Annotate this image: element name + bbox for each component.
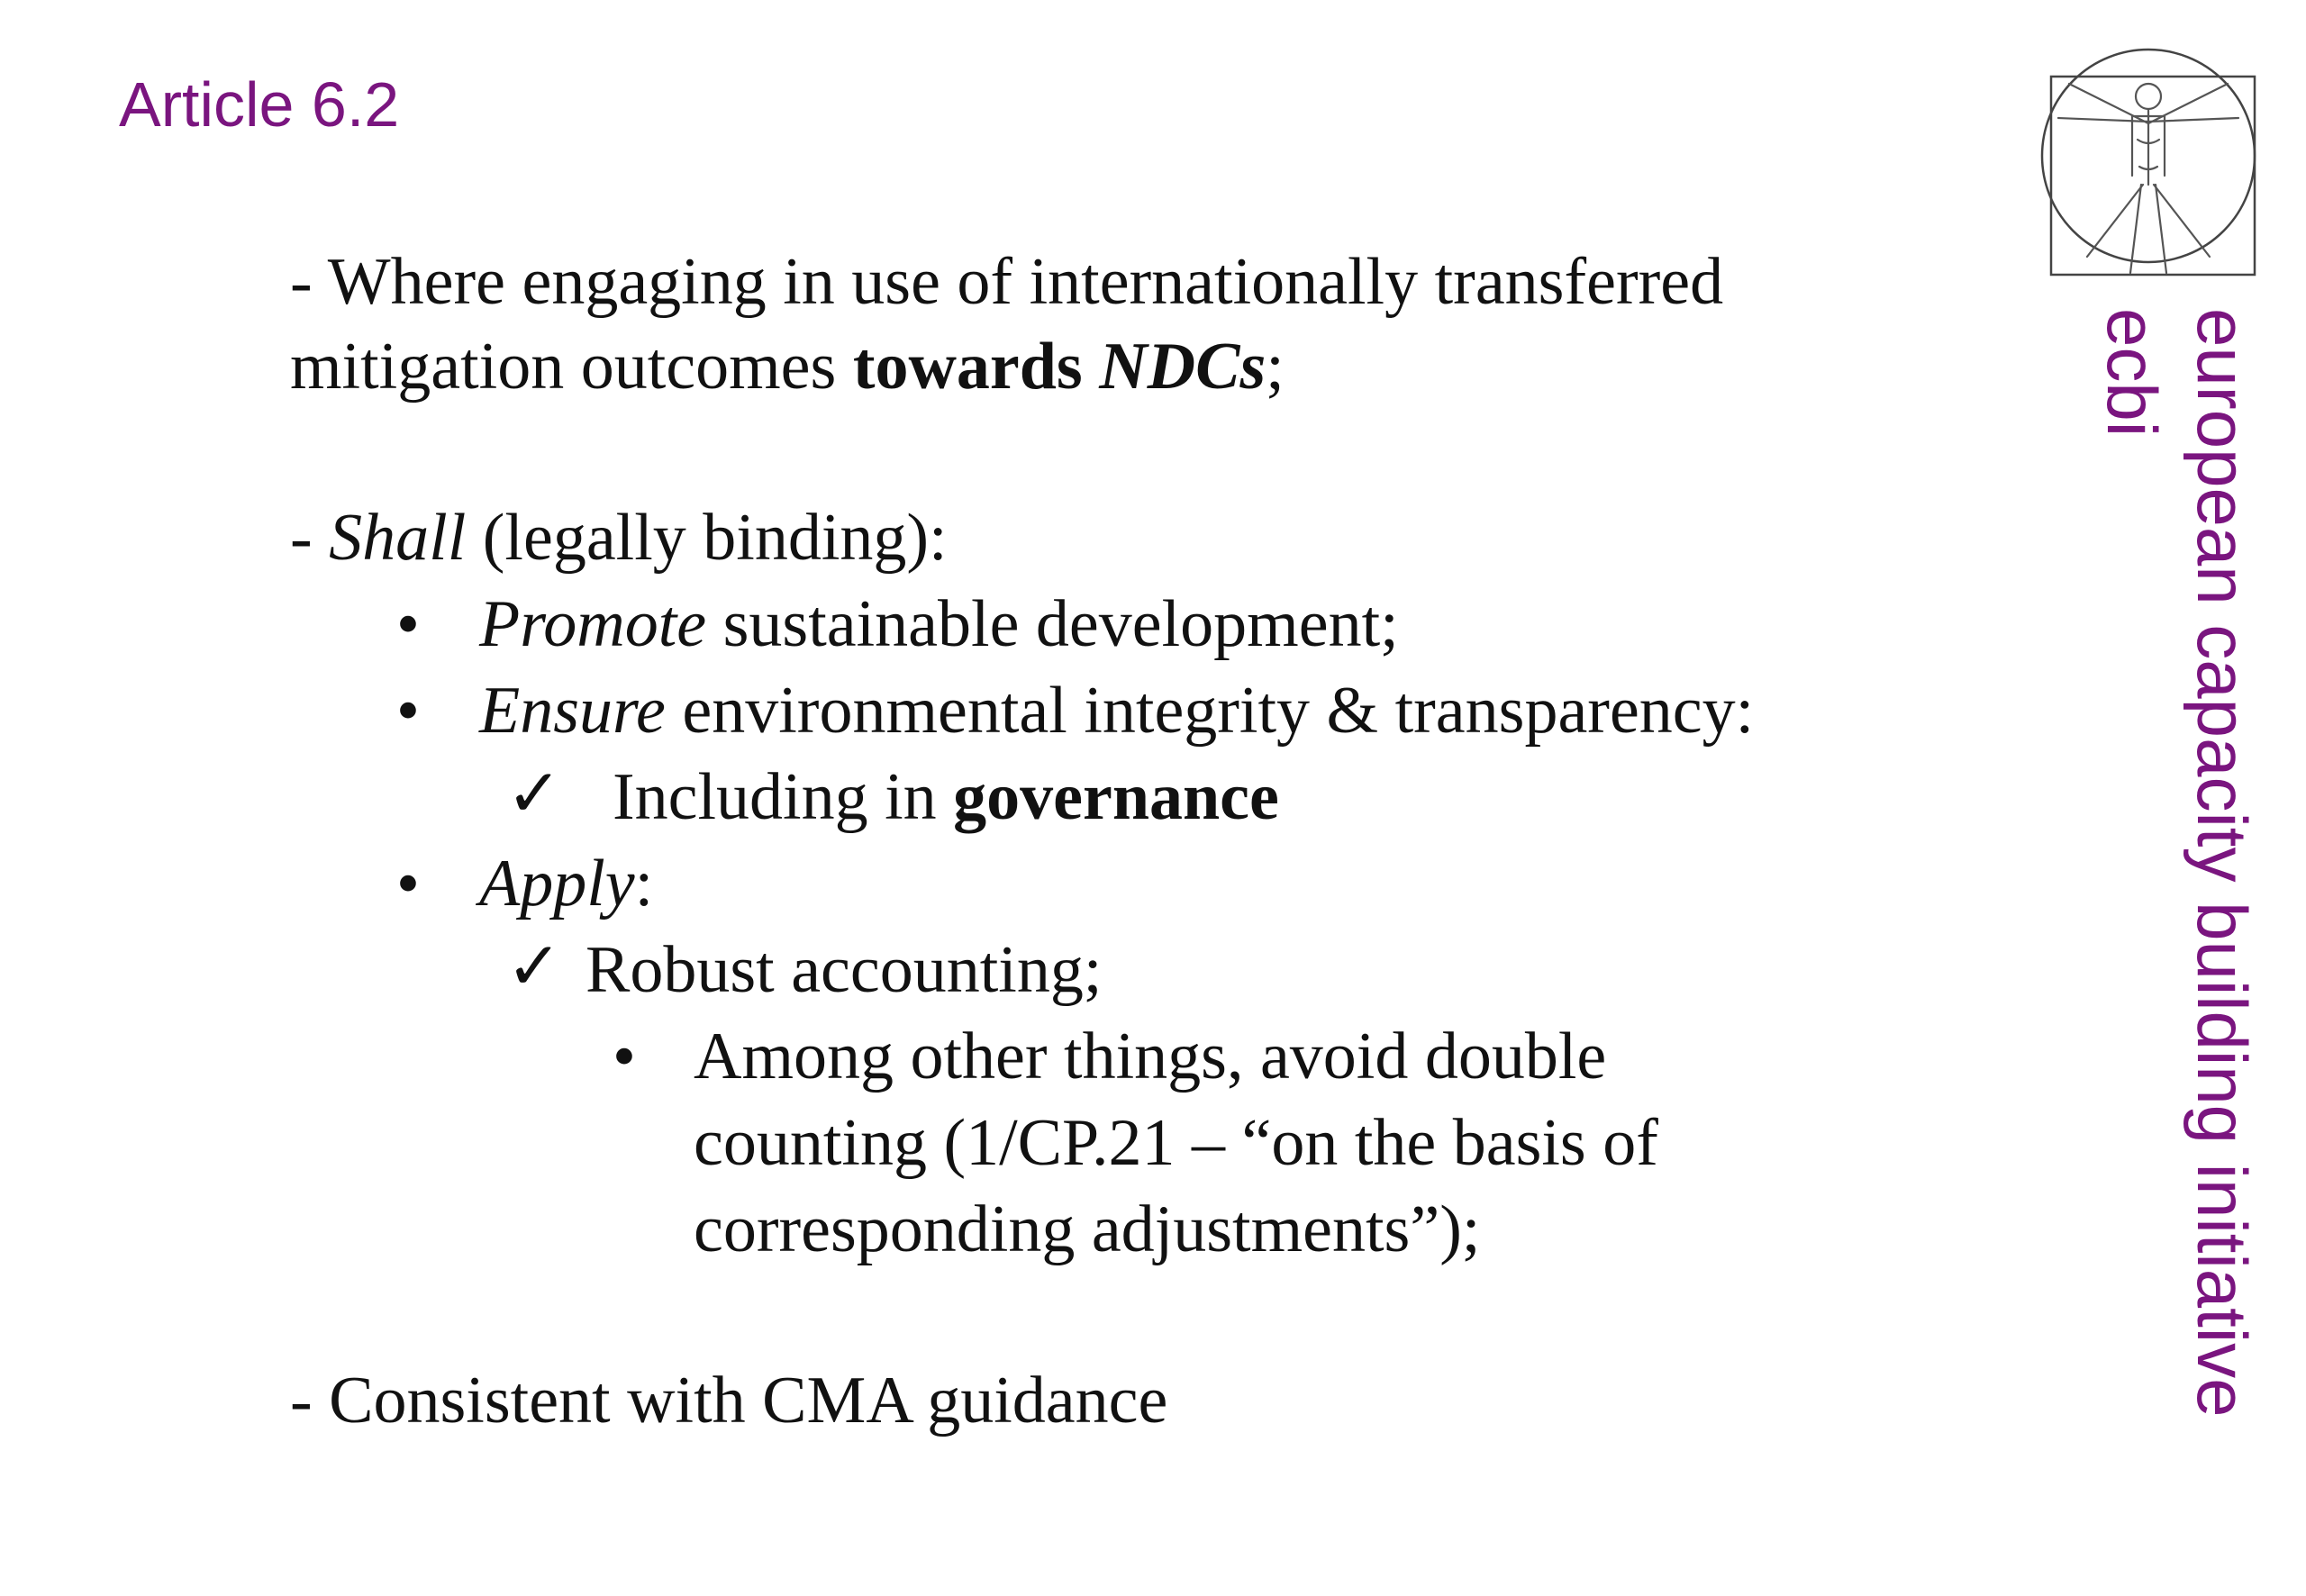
checkmark-icon: ✓ bbox=[506, 757, 563, 831]
including-text: Including in bbox=[613, 760, 954, 834]
bullet-icon: • bbox=[396, 847, 420, 920]
bold-towards: towards bbox=[852, 330, 1100, 404]
item-apply bbox=[479, 847, 654, 920]
point-cma: - Consistent with CMA guidance bbox=[290, 1364, 1168, 1437]
italic-ensure: Ensure bbox=[479, 674, 666, 748]
brand-name-vertical: european capacity building initiative bbox=[2183, 308, 2262, 1418]
italic-shall: Shall bbox=[329, 501, 467, 575]
dash: - bbox=[290, 501, 330, 575]
promote-rest: sustainable development; bbox=[706, 587, 1399, 661]
bold-italic-ndcs: NDCs bbox=[1099, 330, 1266, 404]
italic-apply: Apply bbox=[479, 847, 635, 920]
item-robust: Robust accounting; bbox=[586, 933, 1103, 1007]
bullet-icon: • bbox=[613, 1020, 636, 1093]
apply-rest: : bbox=[634, 847, 654, 920]
item-among-line3: corresponding adjustments”); bbox=[694, 1192, 1481, 1266]
point-shall bbox=[290, 501, 948, 575]
italic-promote: Promote bbox=[479, 587, 707, 661]
vitruvian-man-logo-icon bbox=[2031, 41, 2265, 279]
item-promote bbox=[479, 587, 1399, 661]
item-ensure bbox=[479, 674, 1755, 748]
shall-rest: (legally binding): bbox=[466, 501, 948, 575]
bullet-icon: • bbox=[396, 674, 420, 748]
slide-title: Article 6.2 bbox=[119, 69, 400, 140]
ensure-rest: environmental integrity & transparency: bbox=[665, 674, 1755, 748]
item-among-line2: counting (1/CP.21 – “on the basis of bbox=[694, 1106, 1658, 1180]
brand-abbrev-vertical: ecbi bbox=[2093, 308, 2172, 438]
bullet-icon: • bbox=[396, 587, 420, 661]
point-itmo-text: mitigation outcomes bbox=[290, 330, 853, 404]
checkmark-icon: ✓ bbox=[506, 930, 563, 1004]
point-itmo-line1: - Where engaging in use of internationally transferred bbox=[290, 245, 1724, 319]
point-itmo-line2 bbox=[290, 330, 1285, 404]
item-among-line1: Among other things, avoid double bbox=[694, 1020, 1607, 1093]
item-including bbox=[613, 760, 1279, 834]
bold-governance: governance bbox=[953, 760, 1279, 834]
semicolon: ; bbox=[1266, 330, 1285, 404]
